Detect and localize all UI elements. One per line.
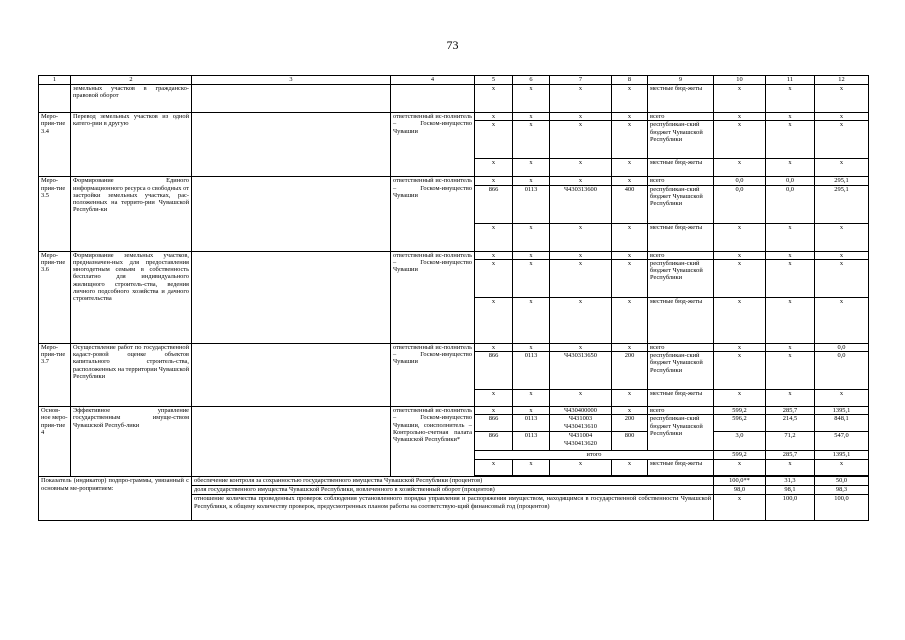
cell: x xyxy=(612,113,648,121)
cell: x xyxy=(475,85,513,113)
responsible: ответственный ис-полнитель – Госком-имущество Чувашии xyxy=(391,251,475,343)
value-cell: 50,0 xyxy=(815,477,869,486)
cell: x xyxy=(815,251,869,259)
cell xyxy=(192,343,391,406)
table-row xyxy=(39,407,869,415)
cell: x xyxy=(550,223,612,251)
cell: x xyxy=(612,159,648,177)
cell: x xyxy=(513,460,550,476)
value-cell: 98,0 xyxy=(714,486,766,495)
cell: x xyxy=(550,159,612,177)
col-header: 8 xyxy=(612,76,648,85)
cell: x xyxy=(612,177,648,185)
cell: x xyxy=(475,223,513,251)
value-cell: 71,2 xyxy=(766,432,815,451)
funding-source: всего xyxy=(648,113,714,121)
col-header: 10 xyxy=(714,76,766,85)
responsible: ответственный ис-полнитель – Госком-имущество Чувашии xyxy=(391,113,475,177)
cell: x xyxy=(714,460,766,476)
csr-cell: Ч430400000 xyxy=(550,407,612,415)
activity-name: Формирование Единого информационного ресурса о свободных от застройки земельных участках, рас-положенных на террито-рии Чувашской Республи-ки xyxy=(71,177,192,251)
cell: x xyxy=(550,85,612,113)
cell: x xyxy=(513,121,550,159)
csr-cell: Ч430313650 xyxy=(550,352,612,390)
csr-cell: Ч430313600 xyxy=(550,185,612,223)
cell: x xyxy=(550,259,612,297)
value-cell: 0,0 xyxy=(815,343,869,351)
value-cell: 1395,1 xyxy=(815,451,869,460)
cell: x xyxy=(612,223,648,251)
funding-source: местные бюд-жеты xyxy=(648,390,714,407)
value-cell: 0,0 xyxy=(714,185,766,223)
cell: x xyxy=(612,390,648,407)
activity-name: земельных участков в гражданско-правовой оборот xyxy=(71,85,192,113)
activity-name: Формирование земельных участков, предназначен-ных для предоставления многодетным семьям в собственность бесплатно для индивидуального жилищного строитель-ства, ведения личного подсобного хозяйства и дачного строительства xyxy=(71,251,192,343)
col-header: 6 xyxy=(513,76,550,85)
responsible: ответственный ис-полнитель – Госком-имущество Чувашии xyxy=(391,177,475,251)
vr-cell: 200 xyxy=(612,415,648,432)
section-cell: 0113 xyxy=(513,432,550,451)
cell: x xyxy=(475,159,513,177)
value-cell: 0,0 xyxy=(714,177,766,185)
vr-cell: 400 xyxy=(612,185,648,223)
cell: x xyxy=(612,259,648,297)
cell: x xyxy=(766,251,815,259)
cell: x xyxy=(714,251,766,259)
grbs-cell: 866 xyxy=(475,185,513,223)
activity-name: Перевод земельных участков из одной катего-рии в другую xyxy=(71,113,192,177)
cell: x xyxy=(513,407,550,415)
cell: x xyxy=(513,159,550,177)
cell: x xyxy=(612,85,648,113)
col-header: 9 xyxy=(648,76,714,85)
vr-cell: 800 xyxy=(612,432,648,451)
value-cell: 285,7 xyxy=(766,451,815,460)
cell: x xyxy=(550,390,612,407)
cell: x xyxy=(612,121,648,159)
funding-source: республикан-ский бюджет Чувашской Республики xyxy=(648,415,714,451)
value-cell: 214,5 xyxy=(766,415,815,432)
col-header: 5 xyxy=(475,76,513,85)
table-row xyxy=(39,113,869,121)
value-cell: 100,0 xyxy=(815,495,869,521)
grbs-cell: 866 xyxy=(475,432,513,451)
cell xyxy=(192,113,391,177)
budget-table xyxy=(38,75,869,521)
cell: x xyxy=(714,85,766,113)
funding-source: республикан-ский бюджет Чувашской Республики xyxy=(648,185,714,223)
section-cell: 0113 xyxy=(513,415,550,432)
activity-label: Меро-прия-тие 3.7 xyxy=(39,343,71,406)
cell: x xyxy=(815,259,869,297)
value-cell: 100,0** xyxy=(714,477,766,486)
cell: x xyxy=(550,177,612,185)
indicator-label: Показатель (индикатор) подпро-граммы, увязанный с основным ме-роприятием: xyxy=(39,477,192,521)
value-cell: 98,3 xyxy=(815,486,869,495)
value-cell: 0,0 xyxy=(766,185,815,223)
cell: x xyxy=(475,121,513,159)
cell: x xyxy=(766,223,815,251)
activity-label: Меро-прия-тие 3.4 xyxy=(39,113,71,177)
activity-name: Осуществление работ по государственной кадаст-ровой оценке объектов капитального строитель-ства, расположенных на территории Чувашской Республики xyxy=(71,343,192,406)
value-cell: 599,2 xyxy=(714,407,766,415)
cell: x xyxy=(513,259,550,297)
cell: x xyxy=(475,113,513,121)
cell: x xyxy=(815,297,869,343)
value-cell: 3,0 xyxy=(714,432,766,451)
value-cell: 547,0 xyxy=(815,432,869,451)
cell: x xyxy=(766,85,815,113)
cell: x xyxy=(475,390,513,407)
value-cell: x xyxy=(714,343,766,351)
cell: x xyxy=(815,85,869,113)
activity-label: Меро-прия-тие 3.5 xyxy=(39,177,71,251)
cell: x xyxy=(550,121,612,159)
cell: x xyxy=(513,297,550,343)
cell: x xyxy=(550,251,612,259)
value-cell: 31,3 xyxy=(766,477,815,486)
cell: x xyxy=(766,390,815,407)
responsible: ответственный ис-полнитель – Госком-имущество Чувашии, соисполнитель – Контрольно-счетная палата Чувашской Республики* xyxy=(391,407,475,477)
col-header: 3 xyxy=(192,76,391,85)
cell xyxy=(39,85,71,113)
section-cell: 0113 xyxy=(513,352,550,390)
value-cell: 98,1 xyxy=(766,486,815,495)
cell: x xyxy=(815,390,869,407)
funding-source: всего xyxy=(648,407,714,415)
cell: x xyxy=(612,407,648,415)
funding-source: всего xyxy=(648,177,714,185)
cell: x xyxy=(475,343,513,351)
funding-source: всего xyxy=(648,343,714,351)
cell: x xyxy=(513,177,550,185)
value-cell: 596,2 xyxy=(714,415,766,432)
table-row xyxy=(39,177,869,185)
cell: x xyxy=(714,390,766,407)
funding-source: местные бюд-жеты xyxy=(648,460,714,476)
funding-source: республикан-ский бюджет Чувашской Республики xyxy=(648,352,714,390)
cell: x xyxy=(815,113,869,121)
funding-source: местные бюд-жеты xyxy=(648,297,714,343)
funding-source: республикан-ский бюджет Чувашской Республики xyxy=(648,259,714,297)
cell xyxy=(192,251,391,343)
cell xyxy=(391,85,475,113)
funding-source: местные бюд-жеты xyxy=(648,85,714,113)
cell: x xyxy=(612,297,648,343)
cell: x xyxy=(612,251,648,259)
cell: x xyxy=(475,297,513,343)
cell xyxy=(192,177,391,251)
value-cell: x xyxy=(766,352,815,390)
indicator-text: обеспечение контроля за сохранностью государственного имущества Чувашской Республики (процентов) xyxy=(192,477,714,486)
activity-label: Основ-ное меро-прия-тие 4 xyxy=(39,407,71,477)
col-header: 1 xyxy=(39,76,71,85)
funding-source: всего xyxy=(648,251,714,259)
activity-name: Эффективное управление государственным имуще-ством Чувашской Респуб-лики xyxy=(71,407,192,477)
cell: x xyxy=(766,297,815,343)
cell xyxy=(192,85,391,113)
value-cell: 1395,1 xyxy=(815,407,869,415)
value-cell: 599,2 xyxy=(714,451,766,460)
cell: x xyxy=(513,390,550,407)
value-cell: 0,0 xyxy=(815,352,869,390)
cell: x xyxy=(475,177,513,185)
col-header: 2 xyxy=(71,76,192,85)
indicator-row xyxy=(39,477,869,486)
indicator-text: отношение количества проведенных проверок соблюдения установленного порядка управления и распоряжения имуществом, находящимся в государственной собственности Чувашской Республики, к общему количеству проверок, предусмотренных планом работы на соответствую-щий финансовый год (процентов) xyxy=(192,495,714,521)
section-cell: 0113 xyxy=(513,185,550,223)
table-row xyxy=(39,85,869,113)
page-number: 73 xyxy=(446,38,459,52)
funding-source: местные бюд-жеты xyxy=(648,159,714,177)
cell: x xyxy=(815,121,869,159)
value-cell: x xyxy=(714,495,766,521)
cell: x xyxy=(815,460,869,476)
value-cell: x xyxy=(714,352,766,390)
value-cell: x xyxy=(766,343,815,351)
value-cell: 100,0 xyxy=(766,495,815,521)
cell: x xyxy=(550,343,612,351)
csr-cell: Ч431004 Ч430413620 xyxy=(550,432,612,451)
cell: x xyxy=(475,259,513,297)
cell: x xyxy=(714,121,766,159)
csr-cell: Ч431003 Ч430413610 xyxy=(550,415,612,432)
cell: x xyxy=(766,121,815,159)
cell: x xyxy=(612,460,648,476)
value-cell: 295,1 xyxy=(815,177,869,185)
cell: x xyxy=(513,251,550,259)
cell: x xyxy=(475,251,513,259)
grbs-cell: 866 xyxy=(475,352,513,390)
cell: x xyxy=(766,460,815,476)
table-row xyxy=(39,343,869,351)
cell: x xyxy=(550,460,612,476)
cell: x xyxy=(766,113,815,121)
responsible: ответственный ис-полнитель – Госком-имущество Чувашии xyxy=(391,343,475,406)
cell: x xyxy=(714,113,766,121)
cell: x xyxy=(513,113,550,121)
cell: x xyxy=(714,159,766,177)
activity-label: Меро-прия-тие 3.6 xyxy=(39,251,71,343)
vr-cell: 200 xyxy=(612,352,648,390)
indicator-text: доля государственного имущества Чувашской Республики, вовлеченного в хозяйственный оборот (процентов) xyxy=(192,486,714,495)
cell: x xyxy=(513,343,550,351)
cell: x xyxy=(766,259,815,297)
cell: x xyxy=(766,159,815,177)
cell: x xyxy=(714,259,766,297)
col-header: 4 xyxy=(391,76,475,85)
column-header-row xyxy=(39,76,869,85)
cell: x xyxy=(550,113,612,121)
value-cell: 295,1 xyxy=(815,185,869,223)
cell: x xyxy=(815,223,869,251)
table-row xyxy=(39,251,869,259)
cell: x xyxy=(513,85,550,113)
cell: x xyxy=(475,460,513,476)
cell: x xyxy=(612,343,648,351)
cell xyxy=(192,407,391,477)
itogo-label: итого xyxy=(475,451,714,460)
cell: x xyxy=(815,159,869,177)
funding-source: республикан-ский бюджет Чувашской Республики xyxy=(648,121,714,159)
col-header: 7 xyxy=(550,76,612,85)
value-cell: 848,1 xyxy=(815,415,869,432)
cell: x xyxy=(550,297,612,343)
col-header: 12 xyxy=(815,76,869,85)
cell: x xyxy=(513,223,550,251)
cell: x xyxy=(714,297,766,343)
cell: x xyxy=(475,407,513,415)
cell: x xyxy=(714,223,766,251)
value-cell: 0,0 xyxy=(766,177,815,185)
grbs-cell: 866 xyxy=(475,415,513,432)
funding-source: местные бюд-жеты xyxy=(648,223,714,251)
col-header: 11 xyxy=(766,76,815,85)
value-cell: 285,7 xyxy=(766,407,815,415)
